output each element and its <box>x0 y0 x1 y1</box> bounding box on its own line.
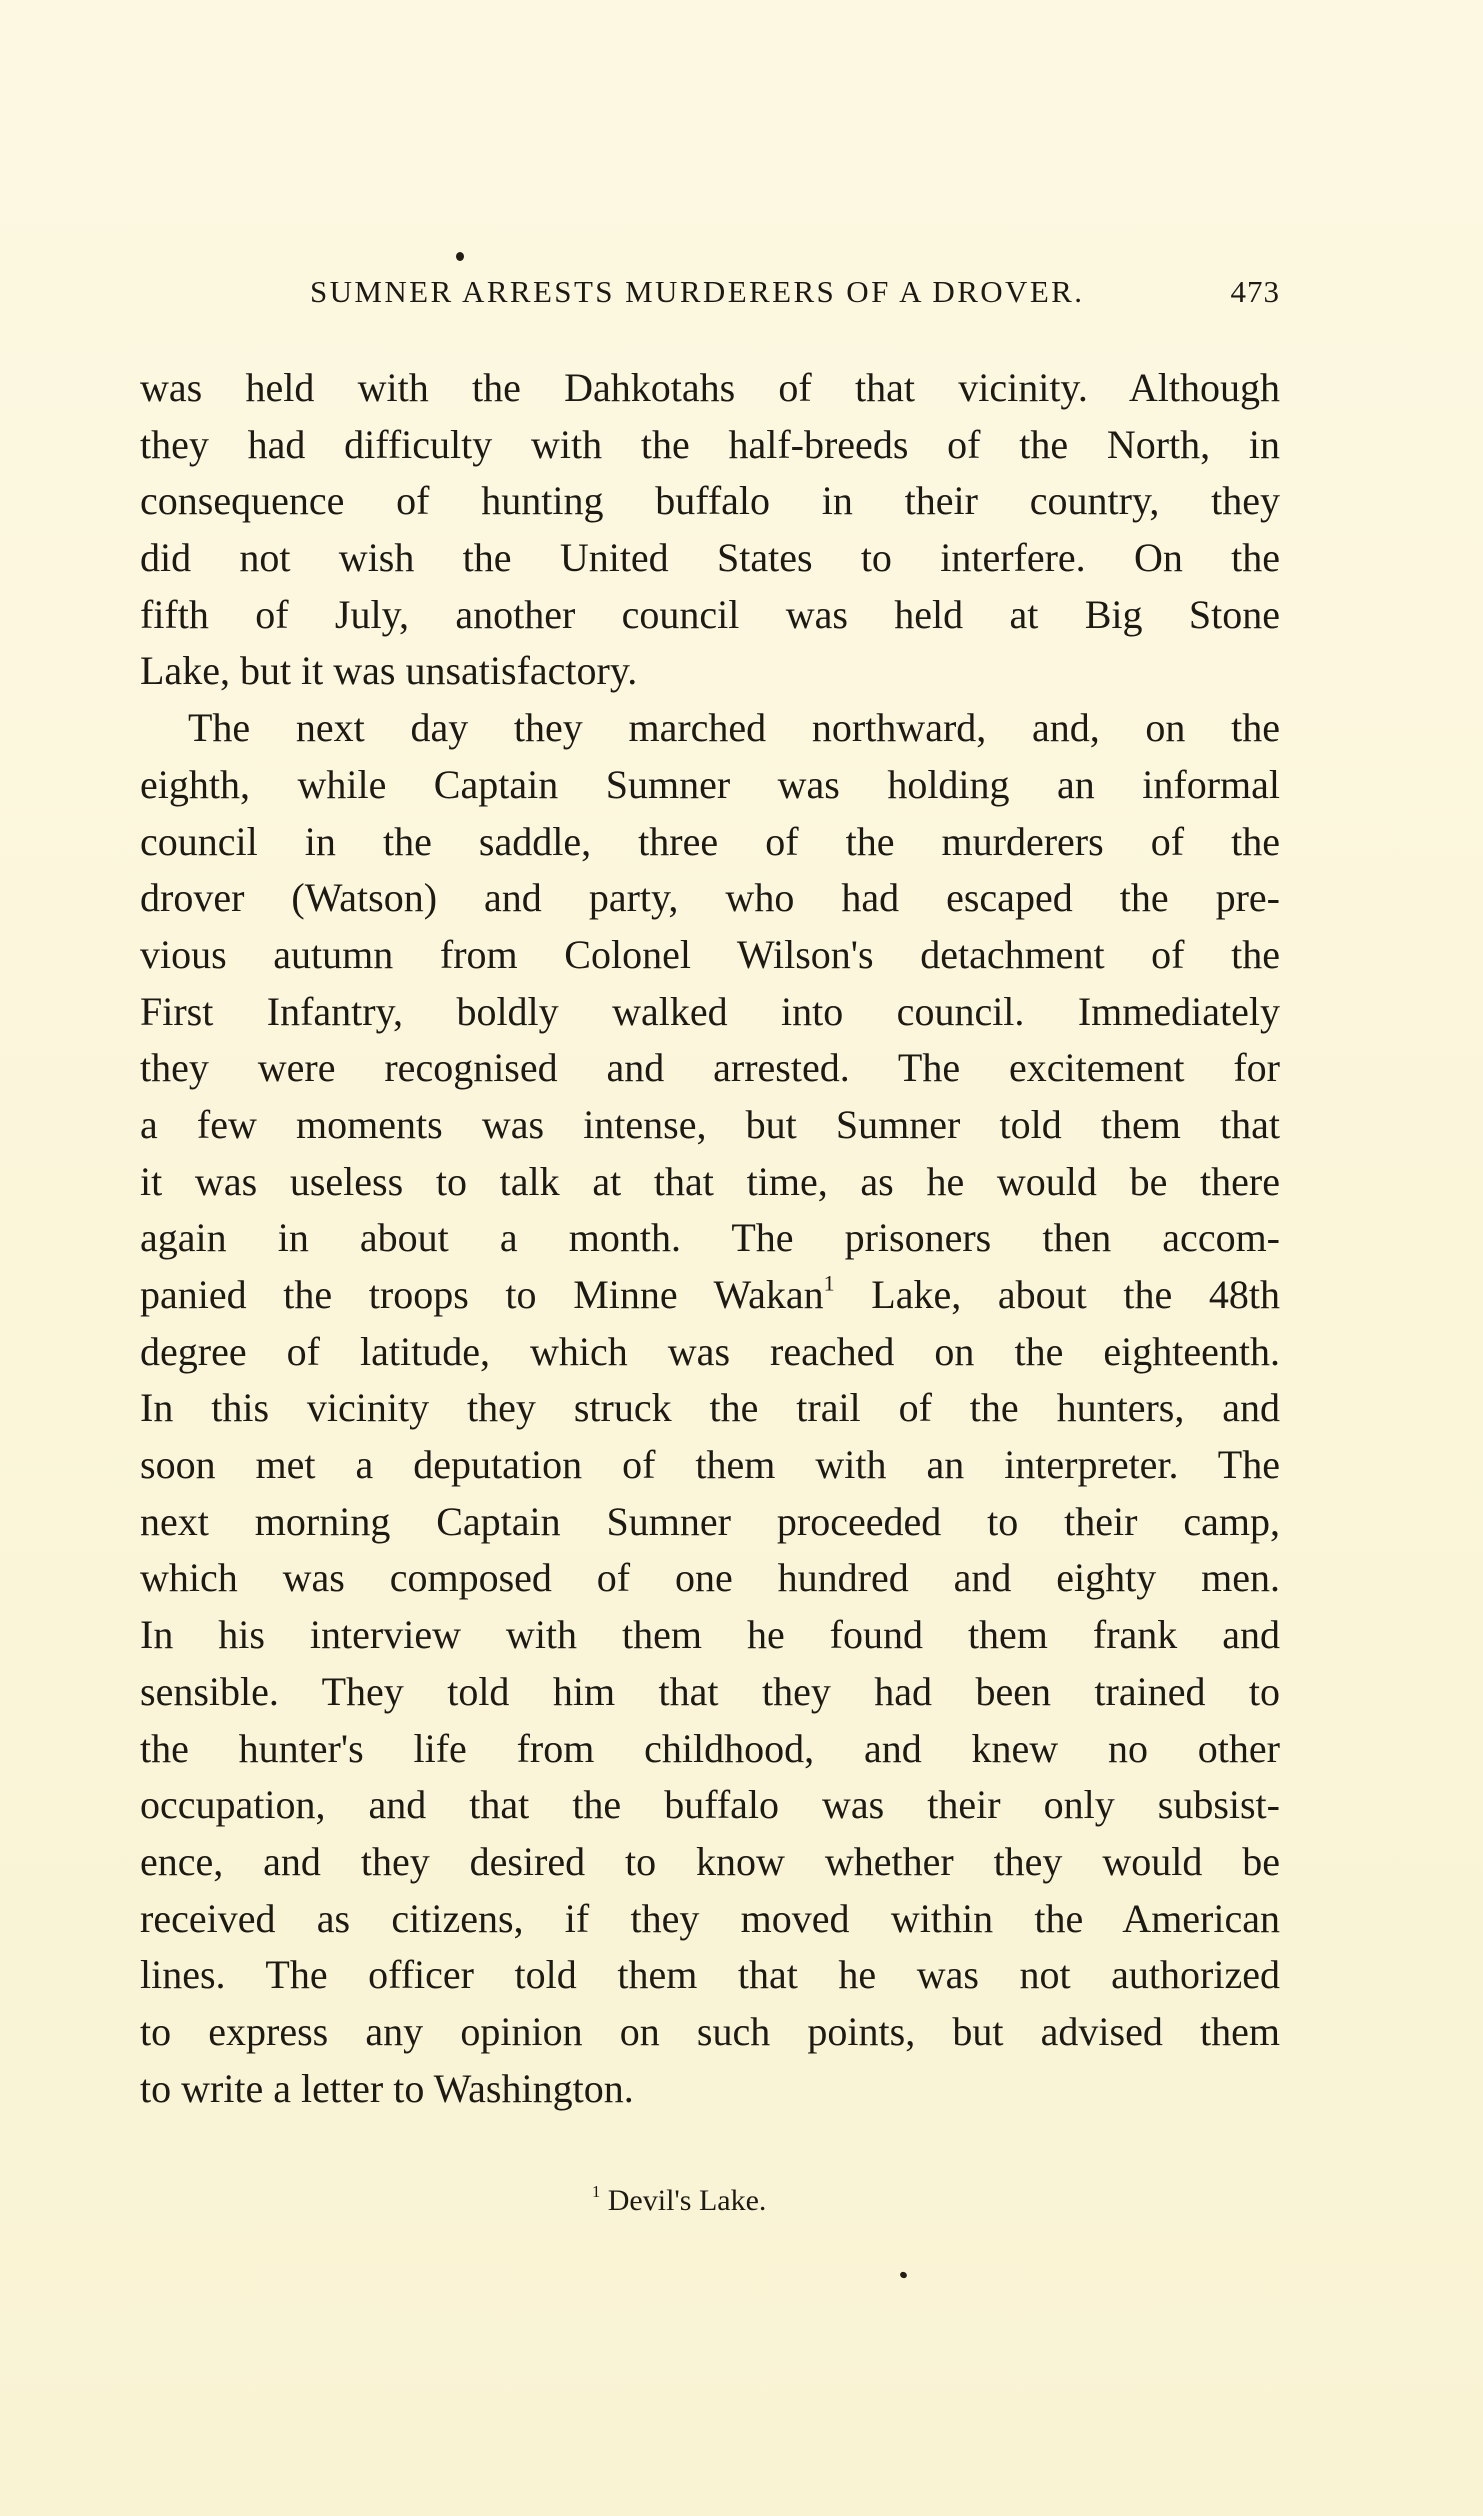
text-line: it was useless to talk at that time, as he would be there <box>140 1158 1280 1204</box>
text-line: they were recognised and arrested. The excitement for <box>140 1045 1280 1091</box>
text-line: consequence of hunting buffalo in their country, they <box>140 478 1280 524</box>
footnote-reference: 1 <box>823 1270 835 1296</box>
text-line: next morning Captain Sumner proceeded to their camp, <box>140 1498 1280 1544</box>
text-line: eighth, while Captain Sumner was holding an informal <box>140 761 1280 807</box>
text-line: occupation, and that the buffalo was their only subsist- <box>140 1782 1280 1828</box>
text-segment: panied the troops to Minne Wakan <box>140 1272 824 1317</box>
text-line: The next day they marched northward, and, on the <box>188 705 1280 751</box>
text-line: again in about a month. The prisoners then accom- <box>140 1215 1280 1261</box>
text-line: ence, and they desired to know whether they would be <box>140 1838 1280 1884</box>
text-line: to express any opinion on such points, but advised them <box>140 2008 1280 2054</box>
text-line: Lake, but it was unsatisfactory. <box>140 648 638 694</box>
page-number: 473 <box>1230 274 1280 309</box>
ink-speck <box>899 2271 908 2280</box>
text-line: vious autumn from Colonel Wilson's detachment of the <box>140 931 1280 977</box>
page-header <box>140 274 1280 324</box>
text-line: In his interview with them he found them frank and <box>140 1612 1280 1658</box>
text-line: lines. The officer told them that he was not authorized <box>140 1952 1280 1998</box>
text-line: which was composed of one hundred and eighty men. <box>140 1555 1280 1601</box>
text-line: sensible. They told him that they had been trained to <box>140 1668 1280 1714</box>
text-line: In this vicinity they struck the trail of the hunters, and <box>140 1385 1280 1431</box>
text-line: they had difficulty with the half-breeds of the North, in <box>140 421 1280 467</box>
footnote <box>592 2181 767 2218</box>
text-line: soon met a deputation of them with an interpreter. The <box>140 1442 1280 1488</box>
text-line: First Infantry, boldly walked into council. Immediately <box>140 988 1280 1034</box>
text-line: degree of latitude, which was reached on the eighteenth. <box>140 1328 1280 1374</box>
running-title: SUMNER ARRESTS MURDERERS OF A DROVER. <box>310 274 1085 309</box>
text-line: drover (Watson) and party, who had escaped the pre- <box>140 875 1280 921</box>
text-line: did not wish the United States to interfere. On the <box>140 535 1280 581</box>
text-segment: Lake, about the 48th <box>871 1272 1280 1317</box>
footnote-text: Devil's Lake. <box>607 2184 767 2217</box>
text-line: to write a letter to Washington. <box>140 2065 634 2111</box>
text-line: a few moments was intense, but Sumner told them that <box>140 1101 1280 1147</box>
footnote-marker: 1 <box>592 2181 601 2201</box>
text-line: was held with the Dahkotahs of that vicinity. Although <box>140 365 1280 410</box>
text-line: fifth of July, another council was held at Big Stone <box>140 591 1280 637</box>
text-line: received as citizens, if they moved within the American <box>140 1895 1280 1941</box>
text-line: council in the saddle, three of the murderers of the <box>140 818 1280 864</box>
text-line-with-footnote-ref <box>140 1267 1280 1324</box>
ink-speck <box>456 252 464 261</box>
text-line: the hunter's life from childhood, and knew no other <box>140 1725 1280 1771</box>
body-text <box>140 360 1280 2117</box>
